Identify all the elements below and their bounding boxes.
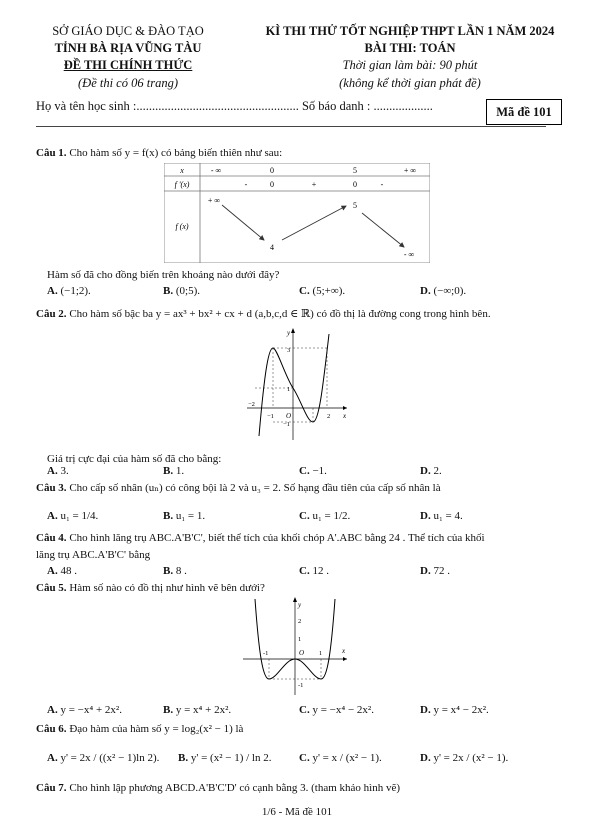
q4-stem — [36, 531, 485, 545]
option-text: 3. — [60, 465, 69, 477]
q3-option-d[interactable] — [420, 510, 463, 522]
axis-y-label: y — [287, 329, 291, 337]
q4-number: Câu 4. — [36, 532, 67, 544]
option-text: (−∞;0). — [433, 285, 467, 297]
q6-number: Câu 6. — [36, 723, 67, 735]
option-letter: B. — [163, 465, 174, 477]
q1-option-a[interactable] — [47, 285, 91, 297]
option-letter: C. — [299, 285, 310, 297]
cubic-graph-svg — [243, 326, 349, 442]
option-letter: B. — [163, 704, 174, 716]
axis-x-label: x — [342, 647, 346, 655]
option-text: 12 . — [312, 565, 329, 577]
province-name: TỈNH BÀ RỊA VŨNG TÀU — [54, 41, 202, 55]
variation-table-svg — [164, 163, 430, 263]
option-letter: A. — [47, 704, 58, 716]
q5-option-b[interactable] — [163, 704, 231, 716]
tick-x: −2 — [248, 401, 255, 408]
axis-y-label: y — [298, 601, 302, 609]
q4-option-b[interactable] — [163, 565, 187, 577]
q4-option-a[interactable] — [47, 565, 77, 577]
table-f-value: + ∞ — [207, 196, 221, 205]
tick-x: 1 — [319, 650, 323, 657]
q6-text: Đạo hàm của hàm số y = log₂(x² − 1) là — [66, 723, 244, 735]
q2-stem — [36, 307, 491, 321]
exam-title: KÌ THI THỬ TỐT NGHIỆP THPT LẦN 1 NĂM 2024 — [265, 24, 555, 38]
q5-stem — [36, 581, 265, 595]
option-text: u₁ = 1. — [175, 510, 206, 522]
table-f-value: 5 — [353, 201, 357, 210]
option-letter: A. — [47, 285, 58, 297]
student-info-line: Họ và tên học sinh :.................................................... Số báo danh : ................... — [36, 99, 433, 113]
q7-text: Cho hình lập phương ABCD.A'B'C'D' có cạnh bằng 3. (tham khảo hình vẽ) — [66, 782, 401, 794]
option-letter: C. — [299, 465, 310, 477]
tick-y: 1 — [287, 386, 291, 393]
option-text: y' = 2x / ((x² − 1)ln 2). — [60, 752, 160, 764]
q3-option-b[interactable] — [163, 510, 205, 522]
option-letter: A. — [47, 510, 58, 522]
option-letter: C. — [299, 704, 310, 716]
option-text: y' = (x² − 1) / ln 2. — [190, 752, 272, 764]
option-letter: C. — [299, 752, 310, 764]
table-x-value: 0 — [270, 166, 274, 175]
q6-option-b[interactable] — [178, 752, 271, 764]
q2-text: Cho hàm số bậc ba y = ax³ + bx² + cx + d (a,b,c,d ∈ ℝ) có đồ thị là đường cong trong hình bên. — [66, 308, 491, 320]
q4-stem-cont: lăng trụ ABC.A'B'C' bằng — [36, 549, 151, 561]
q2-question: Giá trị cực đại của hàm số đã cho bằng: — [47, 453, 222, 465]
option-text: 2. — [433, 465, 442, 477]
option-text: (0;5). — [175, 285, 200, 297]
table-sign: 0 — [353, 180, 357, 189]
q6-option-d[interactable] — [420, 752, 508, 764]
q7-stem — [36, 781, 400, 795]
q4-option-c[interactable] — [299, 565, 329, 577]
option-letter: B. — [163, 510, 174, 522]
option-letter: C. — [299, 510, 310, 522]
q6-option-c[interactable] — [299, 752, 382, 764]
option-letter: A. — [47, 465, 58, 477]
subject: BÀI THI: TOÁN — [364, 41, 456, 55]
q2-option-b[interactable] — [163, 465, 184, 477]
q1-text: Cho hàm số y = f(x) có bảng biến thiên như sau: — [66, 147, 283, 159]
option-text: y = x⁴ − 2x². — [433, 704, 489, 716]
tick-x: -1 — [263, 650, 269, 657]
tick-y: −1 — [283, 421, 290, 428]
cubic-graph — [243, 326, 349, 442]
table-x-value: - ∞ — [210, 166, 222, 175]
tick-y: 2 — [298, 618, 302, 625]
option-text: u₁ = 1/2. — [312, 510, 351, 522]
table-fprime-label: f '(x) — [174, 180, 190, 189]
q6-stem — [36, 722, 243, 736]
option-letter: D. — [420, 752, 431, 764]
table-f-label: f (x) — [175, 222, 189, 231]
table-sign: - — [244, 180, 248, 189]
q1-number: Câu 1. — [36, 147, 67, 159]
option-text: y' = 2x / (x² − 1). — [433, 752, 509, 764]
option-text: u₁ = 4. — [433, 510, 463, 522]
q6-option-a[interactable] — [47, 752, 159, 764]
q1-option-d[interactable] — [420, 285, 466, 297]
option-text: u₁ = 1/4. — [60, 510, 99, 522]
q2-number: Câu 2. — [36, 308, 67, 320]
dept-name: SỞ GIÁO DỤC & ĐÀO TẠO — [52, 24, 204, 38]
option-letter: D. — [420, 465, 431, 477]
q1-stem — [36, 146, 282, 160]
option-text: (5;+∞). — [312, 285, 346, 297]
table-sign: + — [311, 180, 317, 189]
q4-option-d[interactable] — [420, 565, 450, 577]
q1-question: Hàm số đã cho đồng biến trên khoảng nào dưới đây? — [47, 269, 280, 281]
option-letter: D. — [420, 565, 431, 577]
quartic-graph-svg — [239, 595, 351, 697]
table-sign: - — [380, 180, 384, 189]
option-text: −1. — [312, 465, 327, 477]
q4-text: Cho hình lăng trụ ABC.A'B'C', biết thể tích của khối chóp A'.ABC bằng 24 . Thể tích của khối — [66, 532, 485, 544]
q5-option-a[interactable] — [47, 704, 122, 716]
q2-option-c[interactable] — [299, 465, 327, 477]
exam-code-box: Mã đề 101 — [486, 99, 562, 125]
page-count: (Đề thi có 06 trang) — [78, 76, 178, 90]
duration: Thời gian làm bài: 90 phút — [342, 58, 478, 72]
q3-number: Câu 3. — [36, 482, 67, 494]
q5-text: Hàm số nào có đồ thị như hình vẽ bên dưới? — [66, 582, 265, 594]
table-x-label: x — [180, 166, 184, 175]
tick-x: 2 — [327, 413, 331, 420]
tick-y: -1 — [298, 682, 304, 689]
q5-option-c[interactable] — [299, 704, 374, 716]
option-letter: D. — [420, 510, 431, 522]
option-letter: C. — [299, 565, 310, 577]
origin-label: O — [299, 649, 305, 657]
table-x-value: 5 — [353, 166, 357, 175]
option-text: 72 . — [433, 565, 450, 577]
increase-arrow — [282, 206, 346, 240]
q3-option-c[interactable] — [299, 510, 350, 522]
table-f-value: - ∞ — [403, 250, 415, 259]
option-text: (−1;2). — [60, 285, 91, 297]
q1-option-c[interactable] — [299, 285, 345, 297]
q5-option-d[interactable] — [420, 704, 489, 716]
option-letter: D. — [420, 704, 431, 716]
table-x-value: + ∞ — [403, 166, 417, 175]
option-text: 1. — [175, 465, 185, 477]
option-letter: B. — [163, 285, 174, 297]
header-divider — [36, 126, 546, 127]
table-f-value: 4 — [270, 243, 274, 252]
official-label: ĐỀ THI CHÍNH THỨC — [63, 58, 193, 72]
q2-option-d[interactable] — [420, 465, 442, 477]
option-letter: D. — [420, 285, 431, 297]
tick-y: 3 — [287, 347, 291, 354]
decrease-arrow — [222, 205, 264, 240]
option-letter: B. — [163, 565, 174, 577]
axis-x-label: x — [343, 412, 347, 420]
option-text: 48 . — [60, 565, 77, 577]
origin-label: O — [286, 412, 292, 420]
q5-number: Câu 5. — [36, 582, 67, 594]
option-text: 8 . — [175, 565, 187, 577]
tick-y: 1 — [298, 636, 302, 643]
option-text: y = x⁴ + 2x². — [175, 704, 232, 716]
q7-number: Câu 7. — [36, 782, 67, 794]
option-text: y = −x⁴ − 2x². — [312, 704, 374, 716]
q2-option-a[interactable] — [47, 465, 69, 477]
q1-option-b[interactable] — [163, 285, 200, 297]
option-text: y' = x / (x² − 1). — [312, 752, 382, 764]
option-letter: A. — [47, 752, 58, 764]
q3-stem — [36, 481, 441, 495]
q3-option-a[interactable] — [47, 510, 98, 522]
option-letter: A. — [47, 565, 58, 577]
decrease-arrow — [362, 213, 404, 247]
duration-note: (không kể thời gian phát đề) — [339, 76, 481, 90]
page-footer: 1/6 - Mã đề 101 — [261, 806, 333, 818]
tick-x: −1 — [267, 413, 274, 420]
q3-text: Cho cấp số nhân (uₙ) có công bội là 2 và u₃ = 2. Số hạng đầu tiên của cấp số nhân là — [66, 482, 441, 494]
table-sign: 0 — [270, 180, 274, 189]
variation-table — [164, 163, 430, 263]
option-text: y = −x⁴ + 2x². — [60, 704, 122, 716]
option-letter: B. — [178, 752, 189, 764]
quartic-graph — [239, 595, 351, 697]
